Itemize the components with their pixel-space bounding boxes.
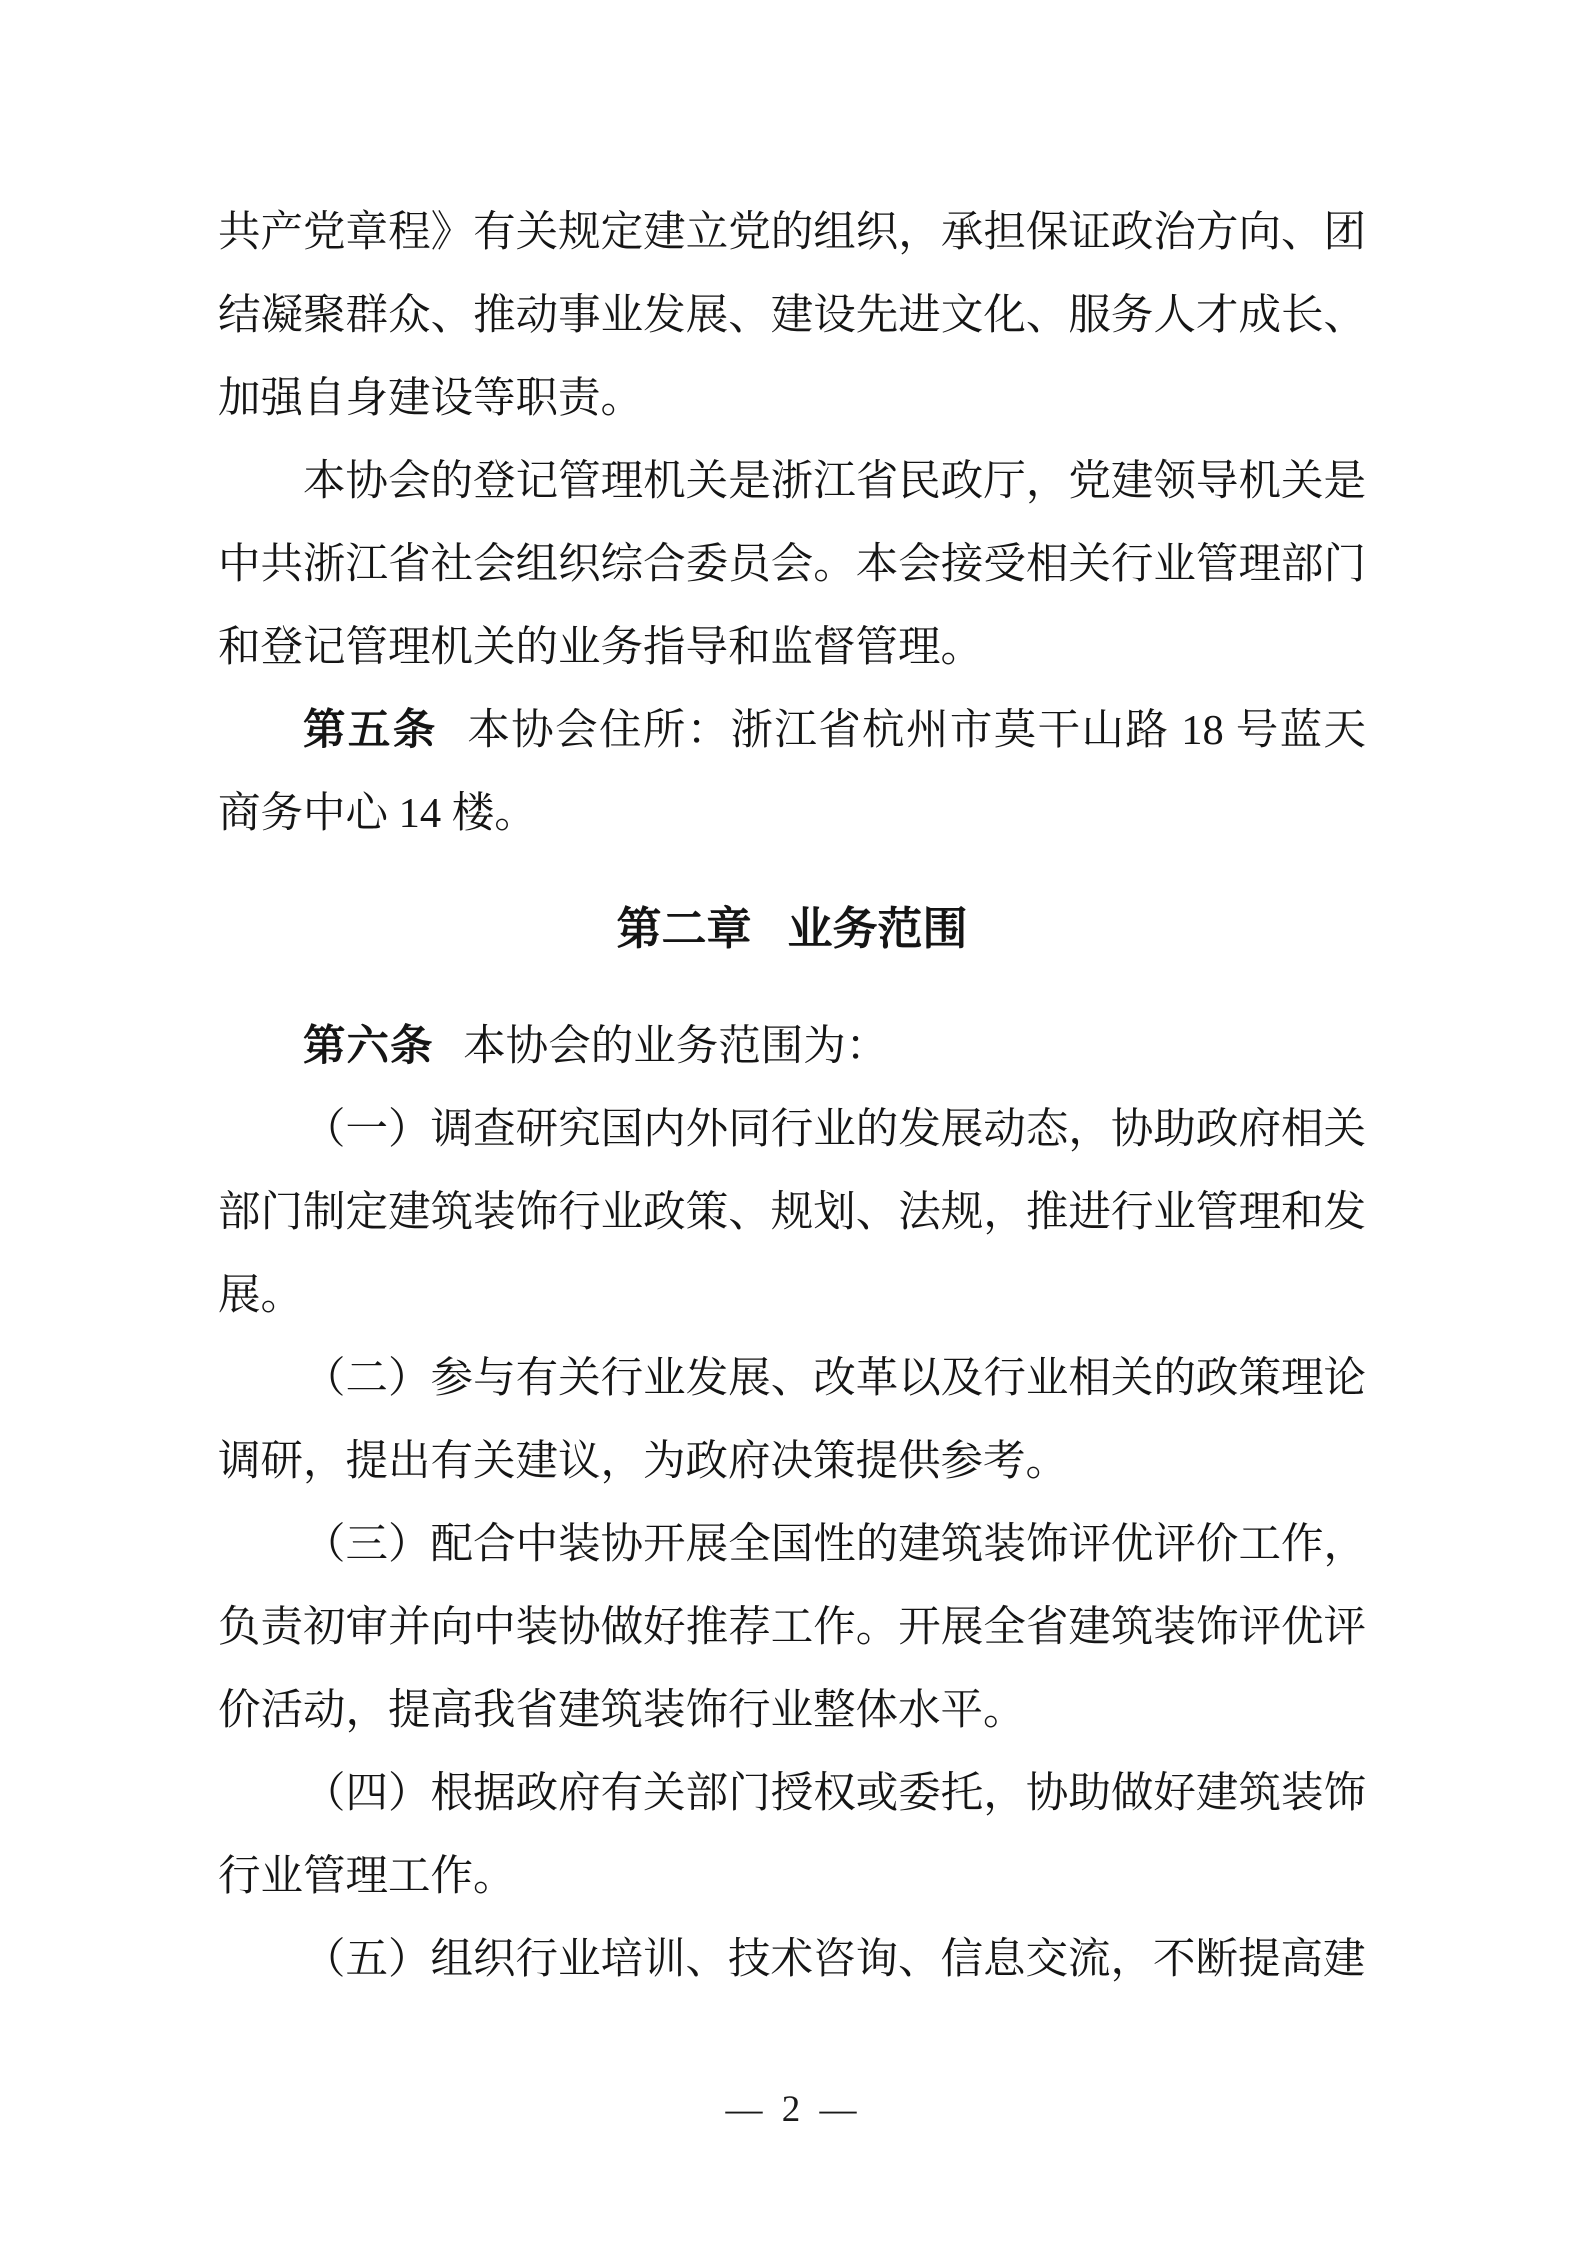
- article-paragraph: [218, 689, 1366, 855]
- chapter-title: 业务范围: [787, 903, 968, 954]
- body-paragraph: （五）组织行业培训、技术咨询、信息交流，不断提高建: [303, 1936, 1366, 1983]
- chapter-heading: [218, 887, 1366, 970]
- chapter-number: 第二章: [616, 903, 752, 954]
- body-paragraph: （一）调查研究国内外同行业的发展动态，协助政府相关部门制定建筑装饰行业政策、规划、法规，推进行业管理和发展。: [218, 1106, 1366, 1319]
- body-paragraph: 共产党章程》有关规定建立党的组织，承担保证政治方向、团结凝聚群众、推动事业发展、建设先进文化、服务人才成长、加强自身建设等职责。: [218, 209, 1366, 422]
- article-label: 第六条: [303, 1023, 434, 1070]
- page-number: — 2 —: [725, 2089, 862, 2130]
- document-body: [218, 191, 1366, 2001]
- article-text: 本协会的业务范围为：: [463, 1023, 889, 1070]
- body-paragraph: （四）根据政府有关部门授权或委托，协助做好建筑装饰行业管理工作。: [218, 1770, 1366, 1900]
- body-paragraph: （三）配合中装协开展全国性的建筑装饰评优评价工作，负责初审并向中装协做好推荐工作。开展全省建筑装饰评优评价活动，提高我省建筑装饰行业整体水平。: [218, 1521, 1366, 1734]
- article-paragraph: [218, 1005, 1366, 1088]
- body-paragraph: 本协会的登记管理机关是浙江省民政厅，党建领导机关是中共浙江省社会组织综合委员会。本会接受相关行业管理部门和登记管理机关的业务指导和监督管理。: [218, 458, 1366, 671]
- article-text: 本协会住所：浙江省杭州市莫干山路 18 号蓝天商务中心 14 楼。: [218, 707, 1366, 837]
- article-label: 第五条: [303, 707, 438, 754]
- body-paragraph: （二）参与有关行业发展、改革以及行业相关的政策理论调研，提出有关建议，为政府决策提供参考。: [218, 1355, 1366, 1485]
